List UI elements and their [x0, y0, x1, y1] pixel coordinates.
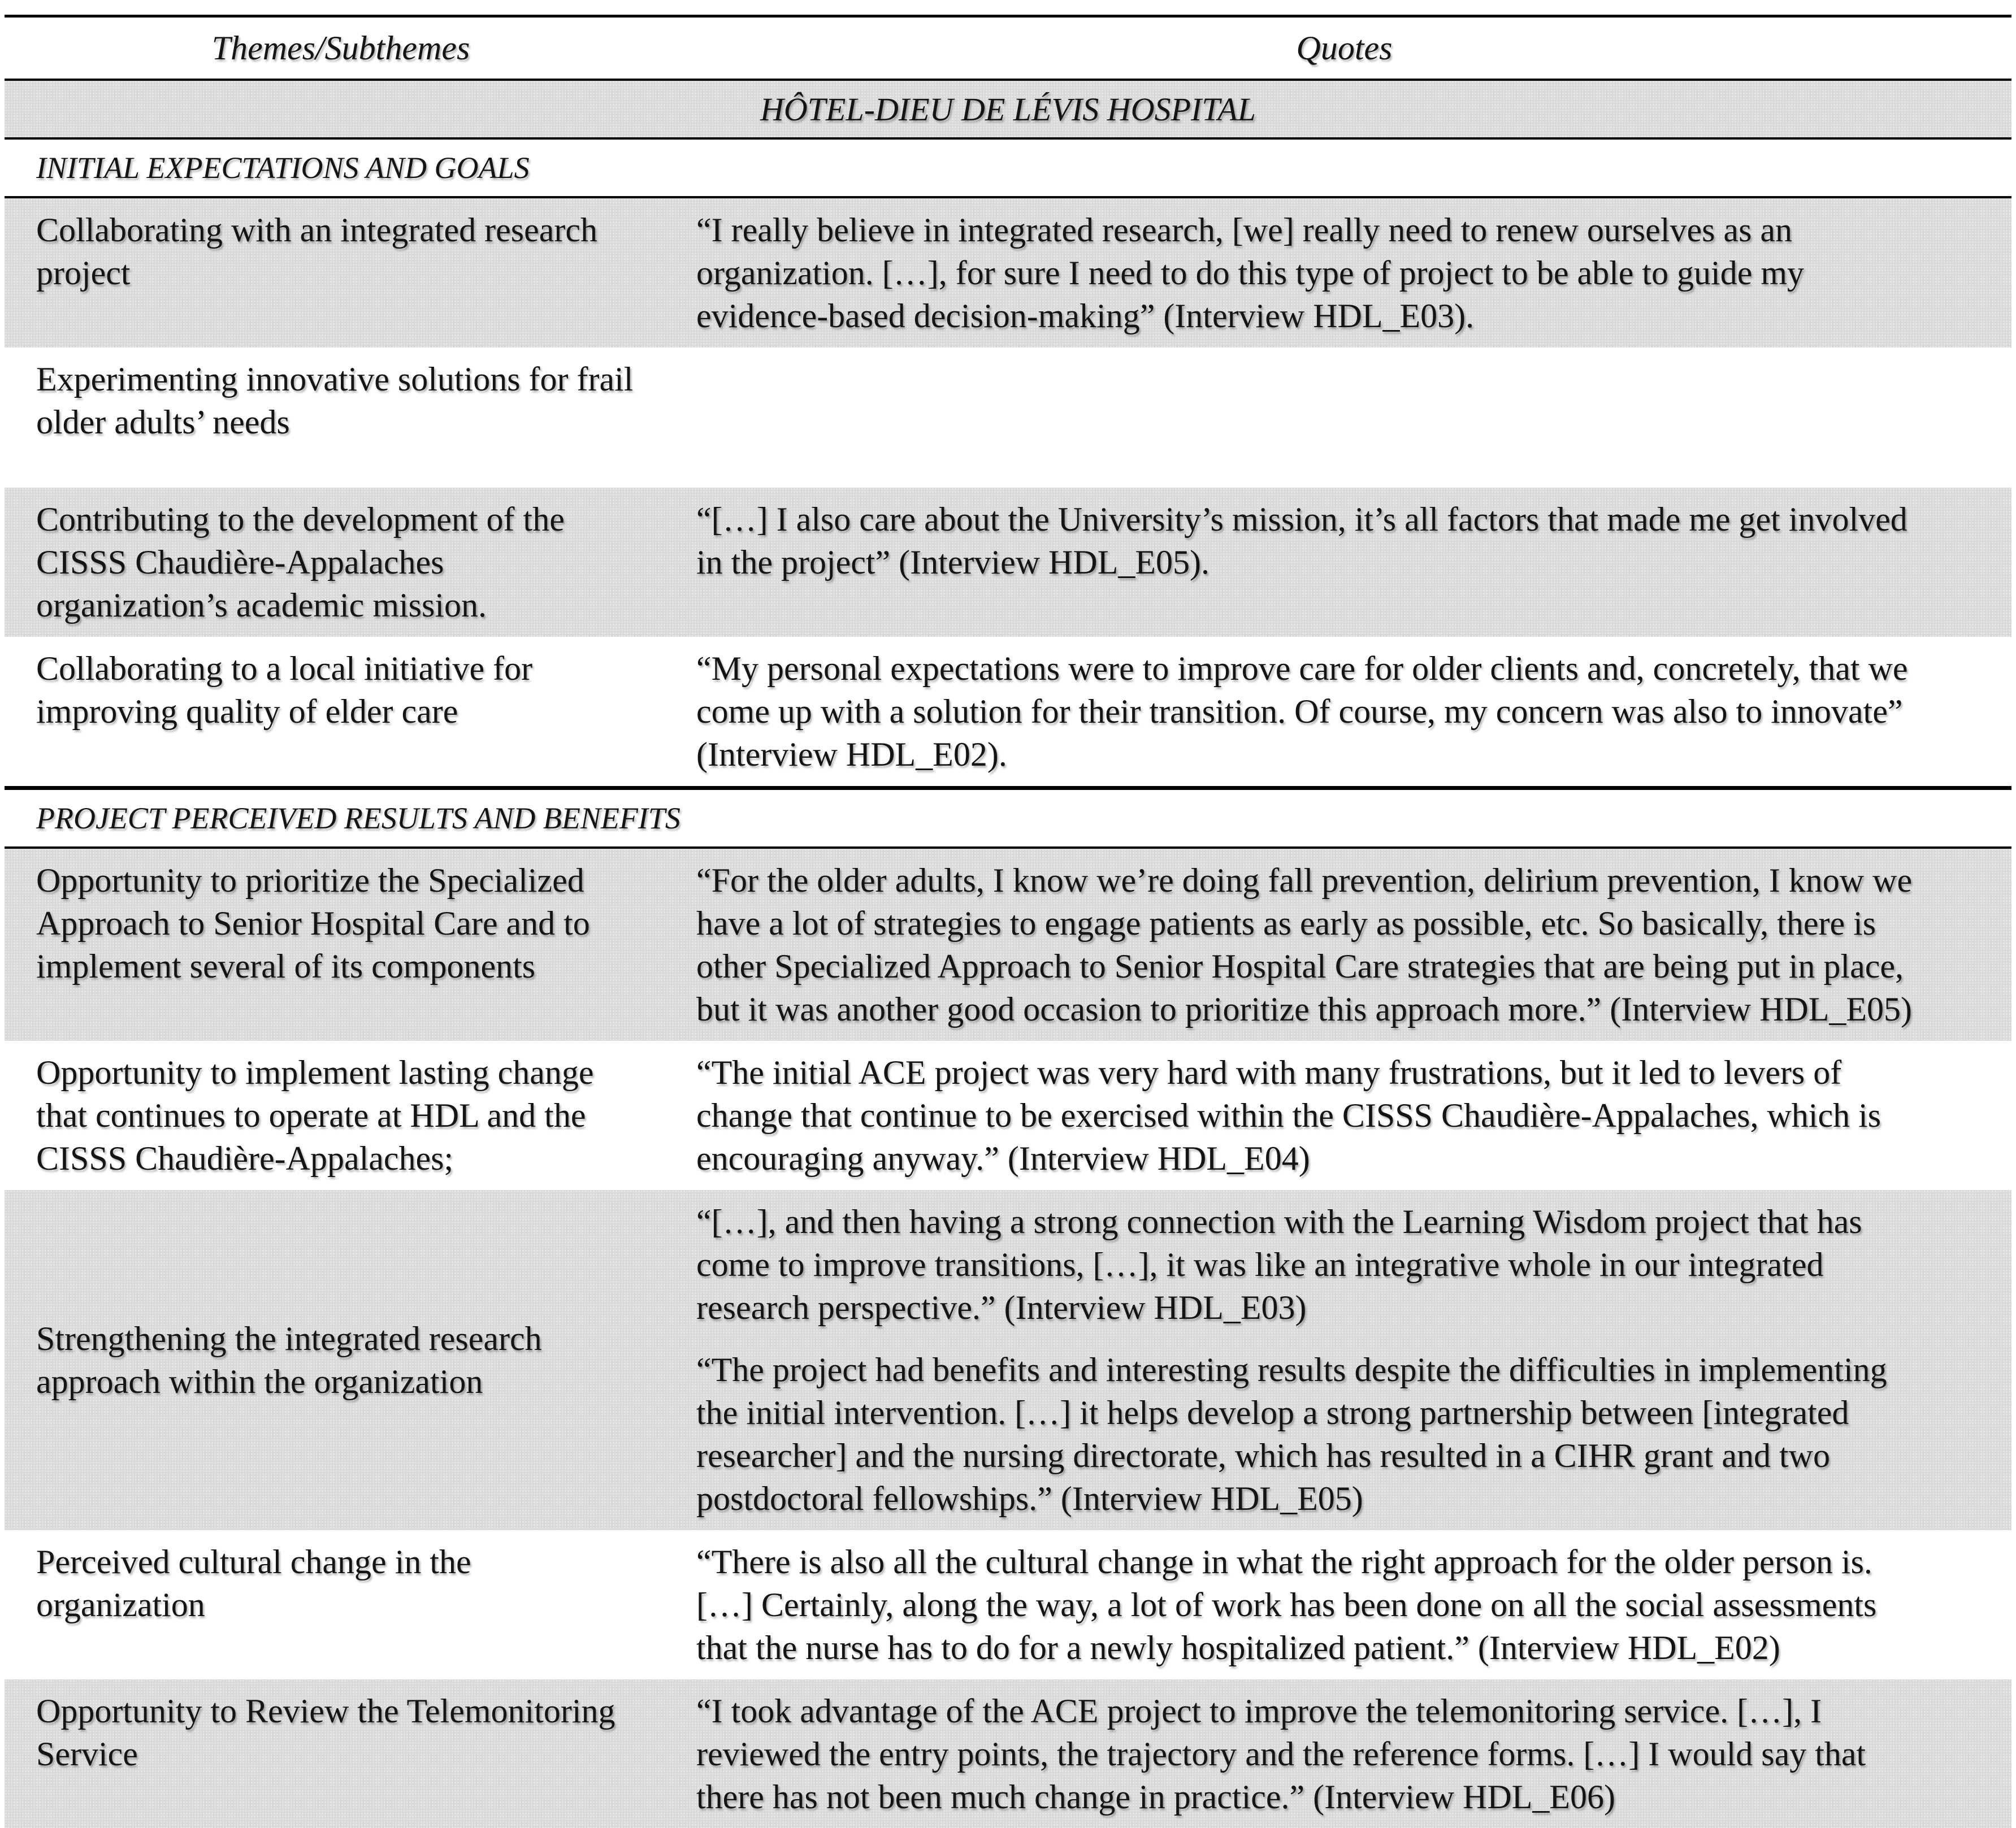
section-heading-row	[5, 788, 2011, 848]
section-heading-row	[5, 138, 2011, 197]
hospital-banner: HÔTEL-DIEU DE LÉVIS HOSPITAL	[5, 80, 2011, 138]
table-row	[5, 1679, 2011, 1828]
quote-cell	[677, 1530, 2011, 1679]
theme-cell: Collaborating with an integrated research project	[5, 197, 677, 348]
column-header-themes: Themes/Subthemes	[5, 16, 677, 80]
quote-paragraph: “[…], and then having a strong connection with the Learning Wisdom project that has come to improve transitions, […], it was like an integrative whole in our integrated research perspective.” (Interview HDL_E03)	[696, 1203, 1862, 1326]
hospital-banner-row	[5, 80, 2011, 138]
section-heading-initial-expectations: INITIAL EXPECTATIONS AND GOALS	[5, 138, 2011, 197]
quote-cell	[677, 848, 2011, 1041]
quote-paragraph: “The project had benefits and interesting results despite the difficulties in implementing the initial intervention. […] it helps develop a strong partnership between [integrated researcher] and the nursing directorate, which has resulted in a CIHR grant and two postdoctoral fellowships.” (Interview HDL_E05)	[696, 1351, 1887, 1517]
theme-cell: Experimenting innovative solutions for frail older adults’ needs	[36, 361, 634, 441]
table-row	[5, 1041, 2011, 1190]
theme-cell: Perceived cultural change in the organization	[36, 1543, 471, 1623]
quote-paragraph: “For the older adults, I know we’re doing fall prevention, delirium prevention, I know we have a lot of strategies to engage patients as early as possible, etc. So basically, there is other Specialized Approach to Senior Hospital Care strategies that are being put in place, but it was another good occasion to prioritize this approach more.” (Interview HDL_E05)	[696, 862, 1913, 1028]
quote-cell	[677, 197, 2011, 348]
table-header-row	[5, 16, 2011, 80]
quote-paragraph: “[…] I also care about the University’s mission, it’s all factors that made me get involved in the project” (Interview HDL_E05).	[696, 501, 1907, 581]
quote-paragraph: “There is also all the cultural change in what the right approach for the older person is. […] Certainly, along the way, a lot of work has been done on all the social assessments that the nurse has to do for a newly hospitalized patient.” (Interview HDL_E02)	[696, 1543, 1877, 1666]
quote-cell	[677, 488, 2011, 637]
theme-cell: Opportunity to implement lasting change that continues to operate at HDL and the CISSS Chaudière-Appalaches;	[36, 1054, 594, 1177]
quote-cell	[677, 1679, 2011, 1828]
quote-paragraph: “I took advantage of the ACE project to improve the telemonitoring service. […], I reviewed the entry points, the trajectory and the reference forms. […] I would say that there has not been much change in practice.” (Interview HDL_E06)	[696, 1692, 1866, 1816]
table-row	[5, 348, 2011, 488]
quote-cell	[677, 637, 2011, 788]
theme-cell: Contributing to the development of the CISSS Chaudière-Appalaches organization’s academic mission.	[5, 488, 677, 637]
quote-paragraph: “I really believe in integrated research, [we] really need to renew ourselves as an organization. […], for sure I need to do this type of project to be able to guide my evidence-based decision-making” (Interview HDL_E03).	[696, 211, 1805, 335]
theme-cell: Opportunity to prioritize the Specialized Approach to Senior Hospital Care and to implement several of its components	[5, 848, 677, 1041]
quote-cell	[677, 1190, 2011, 1530]
table-row	[5, 848, 2011, 1041]
column-header-quotes: Quotes	[677, 16, 2011, 80]
table-row	[5, 197, 2011, 348]
table-row	[5, 488, 2011, 637]
quote-cell	[677, 1041, 2011, 1190]
table-row	[5, 637, 2011, 788]
theme-cell: Collaborating to a local initiative for improving quality of elder care	[5, 637, 677, 788]
themes-quotes-table	[5, 15, 2011, 1828]
theme-cell: Strengthening the integrated research approach within the organization	[5, 1190, 677, 1530]
theme-cell: Opportunity to Review the Telemonitoring Service	[5, 1679, 677, 1828]
quote-paragraph: “My personal expectations were to improve care for older clients and, concretely, that we come up with a solution for their transition. Of course, my concern was also to innovate” (Interview HDL_E02).	[696, 650, 1908, 773]
table-row	[5, 1190, 2011, 1530]
quote-paragraph: “The initial ACE project was very hard with many frustrations, but it led to levers of change that continue to be exercised within the CISSS Chaudière-Appalaches, which is encouraging anyway.” (Interview HDL_E04)	[696, 1054, 1881, 1177]
section-heading-project-results: PROJECT PERCEIVED RESULTS AND BENEFITS	[5, 788, 2011, 848]
quote-cell-empty	[677, 348, 2011, 488]
table-row	[5, 1530, 2011, 1679]
